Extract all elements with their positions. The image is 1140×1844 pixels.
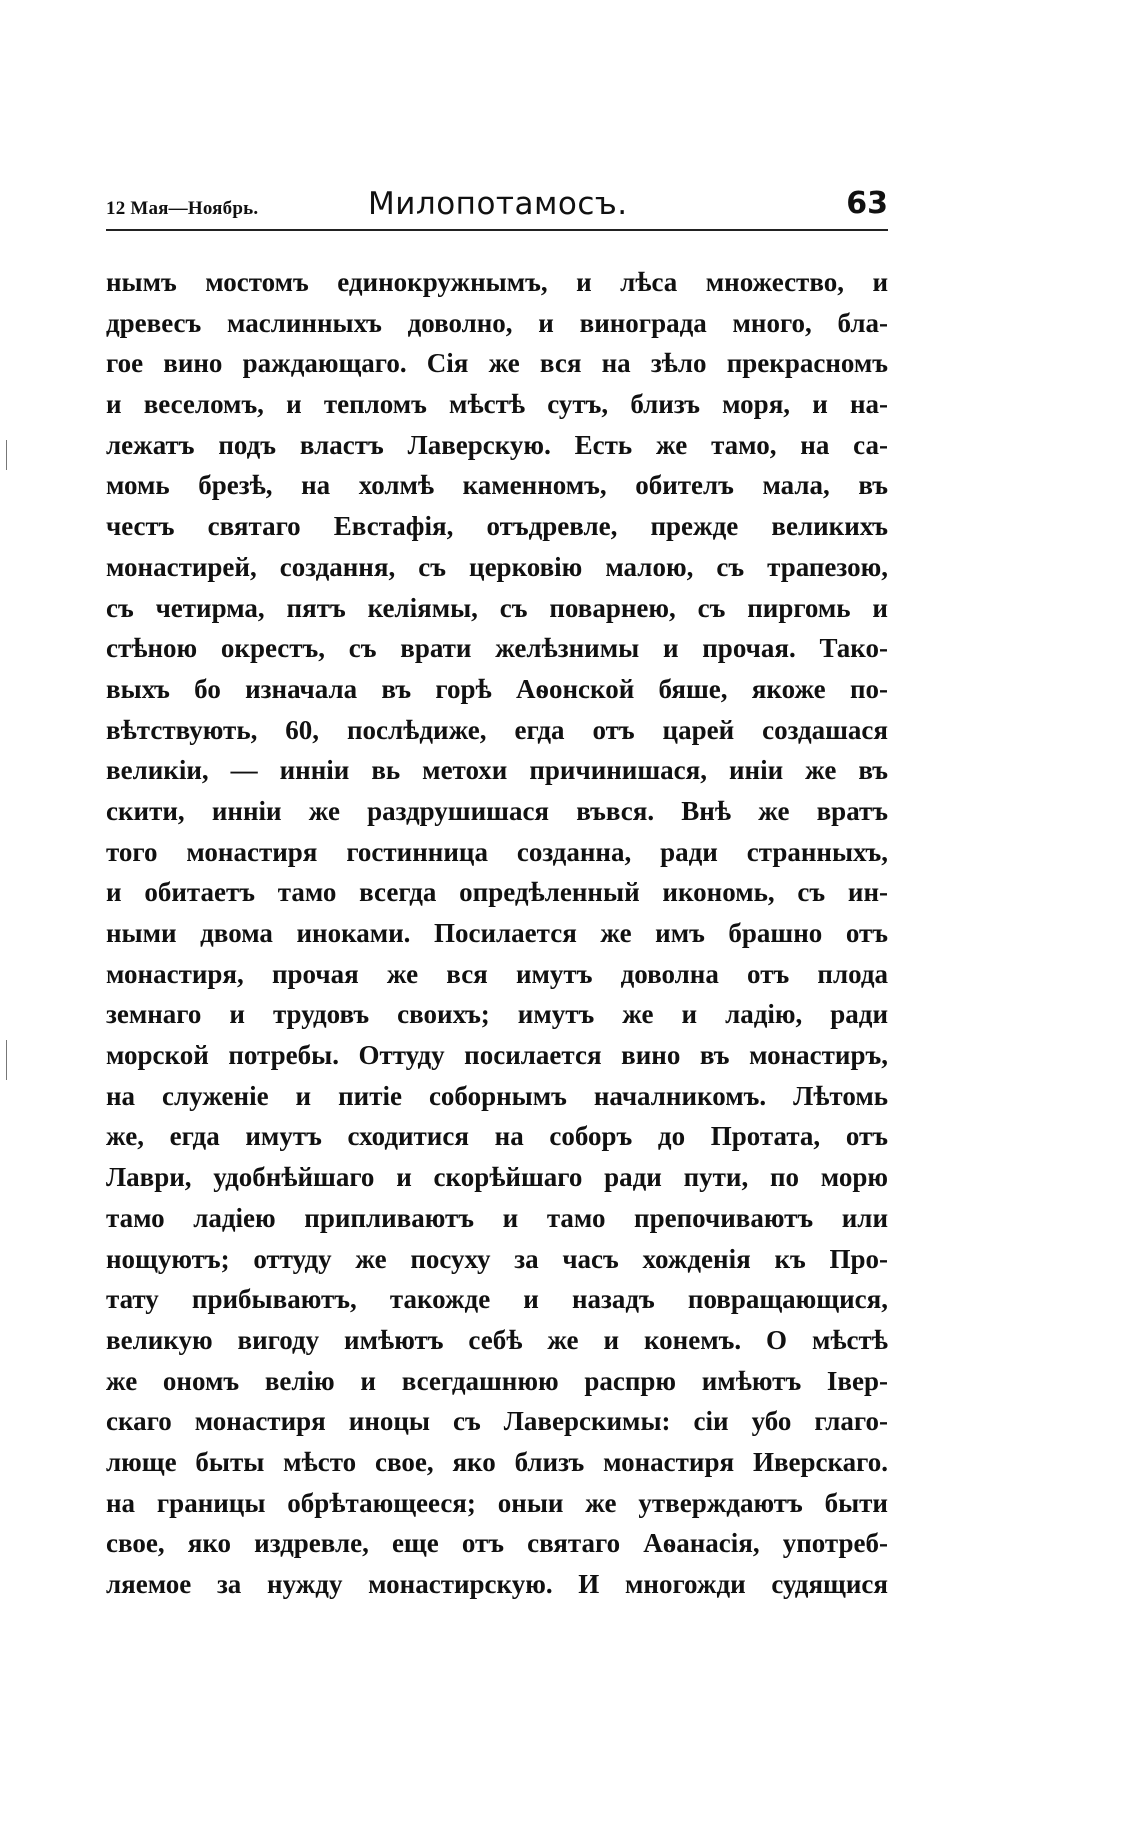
text-line: люще быты мѣсто свое, яко близъ монастиря Иверскаго. — [106, 1446, 888, 1477]
page-number: 63 — [846, 186, 888, 221]
text-line: древесъ маслинныхъ доволно, и винограда много, бла- — [106, 307, 888, 338]
header-date-range: 12 Мая—Ноябрь. — [106, 198, 259, 219]
text-line: скаго монастиря иноцы съ Лаверскимы: сіи убо глаго- — [106, 1406, 888, 1437]
text-line: же, егда имутъ сходитися на соборъ до Протата, отъ — [106, 1121, 888, 1152]
text-line: Лаври, удобнѣйшаго и скорѣйшаго ради пути, по морю — [106, 1162, 888, 1193]
text-line: на границы обрѣтающееся; оныи же утверждаютъ быти — [106, 1487, 888, 1518]
margin-mark-lower — [6, 1040, 7, 1080]
text-line: монастиря, прочая же вся имутъ доволна отъ плода — [106, 958, 888, 989]
text-line: гое вино раждающаго. Сія же вся на зѣло прекрасномъ — [106, 348, 888, 379]
text-line: стѣною окрестъ, съ врати желѣзнимы и прочая. Тако- — [106, 633, 888, 664]
text-line: нымъ мостомъ единокружнымъ, и лѣса множество, и — [106, 267, 888, 297]
text-line: ными двома иноками. Посилается же имъ брашно отъ — [106, 918, 888, 948]
text-line: момь брезѣ, на холмѣ каменномъ, обителъ мала, въ — [106, 470, 888, 501]
header-rule — [106, 229, 888, 231]
text-line: же ономъ велію и всегдашнюю распрю имѣютъ Івер- — [106, 1365, 888, 1396]
text-line: великую вигоду имѣютъ себѣ же и конемъ. О мѣстѣ — [106, 1324, 888, 1355]
text-line: земнаго и трудовъ своихъ; имутъ же и ладію, ради — [106, 999, 888, 1030]
text-line: того монастиря гостинница созданна, ради странныхъ, — [106, 836, 888, 867]
running-header — [106, 186, 888, 230]
header-title: Милопотамосъ. — [368, 186, 628, 222]
text-line: съ четирма, пятъ келіямы, съ поварнею, съ пиргомь и — [106, 592, 888, 623]
text-line: монастирей, создання, съ церковію малою, съ трапезою, — [106, 551, 888, 582]
text-line: свое, яко издревле, еще отъ святаго Аѳанасія, употреб- — [106, 1528, 888, 1559]
text-line: морской потребы. Оттуду посилается вино въ монастиръ, — [106, 1040, 888, 1071]
text-line: великіи, — инніи вь метохи причинишася, иніи же въ — [106, 755, 888, 786]
text-line: на служеніе и питіе соборнымъ началникомъ. Лѣтомь — [106, 1080, 888, 1111]
text-line: выхъ бо изначала въ горѣ Аѳонской бяше, якоже по- — [106, 673, 888, 704]
text-line: честъ святаго Евстафія, отъдревле, прежде великихъ — [106, 511, 888, 542]
text-line: и обитаетъ тамо всегда опредѣленный икономь, съ ин- — [106, 877, 888, 908]
text-line: и веселомъ, и тепломъ мѣстѣ сутъ, близъ моря, и на- — [106, 389, 888, 420]
text-line: нощуютъ; оттуду же посуху за часъ хожденія къ Про- — [106, 1243, 888, 1274]
text-line: тату прибываютъ, такожде и назадъ повращающися, — [106, 1284, 888, 1315]
text-line: тамо ладіею припливаютъ и тамо препочиваютъ или — [106, 1202, 888, 1233]
text-line: скити, инніи же раздрушишася въвся. Внѣ же вратъ — [106, 795, 888, 826]
text-line: вѣтствують, 60, послѣдиже, егда отъ царей создашася — [106, 714, 888, 745]
body-text — [106, 262, 888, 1605]
text-line: лежатъ подъ властъ Лаверскую. Есть же тамо, на са- — [106, 429, 888, 460]
text-line: ляемое за нужду монастирскую. И многожди судящися — [106, 1569, 888, 1599]
margin-mark-upper — [6, 440, 7, 470]
